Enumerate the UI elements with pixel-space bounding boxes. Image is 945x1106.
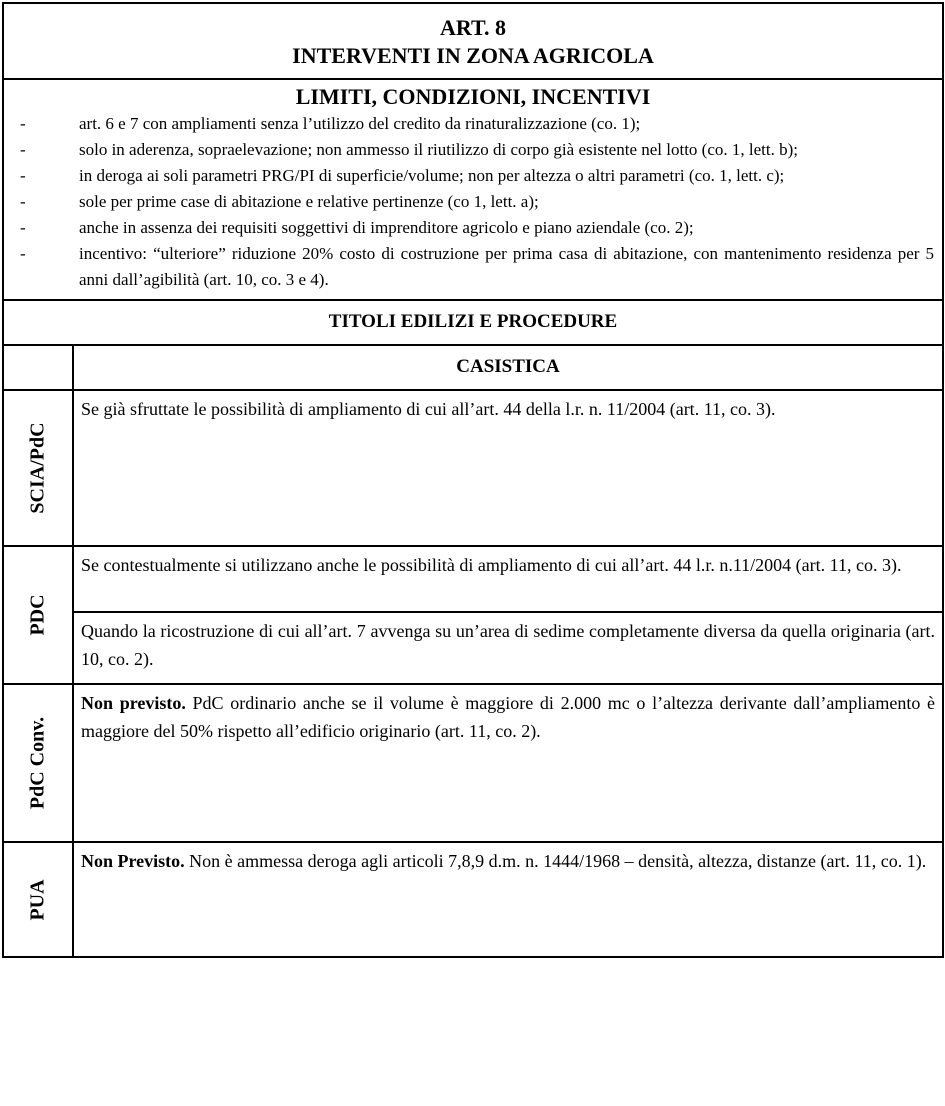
procedure-label: PdC Conv. <box>26 716 49 810</box>
limits-row <box>3 79 943 300</box>
limits-title: LIMITI, CONDIZIONI, INCENTIVI <box>295 84 651 109</box>
list-item <box>12 163 934 189</box>
case-cell <box>73 684 943 842</box>
case-bold-lead: Non Previsto. <box>81 851 185 871</box>
titoli-header-row <box>3 300 943 345</box>
procedure-label-cell <box>3 684 73 842</box>
case-text: Non è ammessa deroga agli articoli 7,8,9 d.m. n. 1444/1968 – densità, altezza, distanze (art. 11, co. 1). <box>184 851 927 871</box>
case-cell <box>73 612 943 684</box>
procedure-label: PDC <box>26 594 49 636</box>
article-title: INTERVENTI IN ZONA AGRICOLA <box>292 43 654 68</box>
article-number: ART. 8 <box>439 15 507 40</box>
table-row <box>3 842 943 957</box>
case-text: PdC ordinario anche se il volume è maggiore di 2.000 mc o l’altezza derivante dall’ampliamento è maggiore del 50% rispetto all’edificio originario (art. 11, co. 2). <box>81 693 936 741</box>
bullet-dash: - <box>20 140 26 159</box>
bullet-dash: - <box>20 218 26 237</box>
bullet-dash: - <box>20 114 26 133</box>
casistica-header: CASISTICA <box>73 345 943 390</box>
case-text: Se contestualmente si utilizzano anche le possibilità di ampliamento di cui all’art. 44 l.r. n.11/2004 (art. 11, co. 3). <box>81 555 902 575</box>
case-bold-lead: Non previsto. <box>81 693 186 713</box>
procedure-label: PUA <box>26 878 49 921</box>
case-cell <box>73 842 943 957</box>
case-text: Se già sfruttate le possibilità di ampliamento di cui all’art. 44 della l.r. n. 11/2004 (art. 11, co. 3). <box>81 399 776 419</box>
casistica-header-row <box>3 345 943 390</box>
case-cell <box>73 546 943 612</box>
list-item <box>12 189 934 215</box>
case-cell <box>73 390 943 546</box>
case-text: Quando la ricostruzione di cui all’art. 7 avvenga su un’area di sedime completamente diversa da quella originaria (art. 10, co. 2). <box>81 621 936 669</box>
procedure-label-cell <box>3 390 73 546</box>
list-item <box>12 137 934 163</box>
list-item-text: art. 6 e 7 con ampliamenti senza l’utilizzo del credito da rinaturalizzazione (co. 1); <box>79 114 641 133</box>
list-item-text: incentivo: “ulteriore” riduzione 20% costo di costruzione per prima casa di abitazione, con mantenimento residenza per 5 anni dall’agibilità (art. 10, co. 3 e 4). <box>79 244 935 289</box>
bullet-dash: - <box>20 192 26 211</box>
list-item <box>12 215 934 241</box>
list-item-text: in deroga ai soli parametri PRG/PI di superficie/volume; non per altezza o altri parametri (co. 1, lett. c); <box>79 166 785 185</box>
list-item-text: sole per prime case di abitazione e relative pertinenze (co 1, lett. a); <box>79 192 539 211</box>
list-item-text: anche in assenza dei requisiti soggettivi di imprenditore agricolo e piano aziendale (co. 2); <box>79 218 694 237</box>
list-item-text: solo in aderenza, sopraelevazione; non ammesso il riutilizzo di corpo già esistente nel lotto (co. 1, lett. b); <box>79 140 798 159</box>
table-row <box>3 612 943 684</box>
header-row <box>3 3 943 79</box>
table-row <box>3 684 943 842</box>
list-item <box>12 241 934 293</box>
list-item <box>12 111 934 137</box>
table-row <box>3 546 943 612</box>
limits-list <box>12 111 934 293</box>
procedure-label-cell <box>3 842 73 957</box>
table-row <box>3 390 943 546</box>
empty-corner-cell <box>3 345 73 390</box>
article-table <box>2 2 944 958</box>
procedure-label: SCIA/PdC <box>26 422 49 514</box>
bullet-dash: - <box>20 244 26 263</box>
limits-section <box>3 79 943 300</box>
titoli-title: TITOLI EDILIZI E PROCEDURE <box>3 300 943 345</box>
bullet-dash: - <box>20 166 26 185</box>
article-header <box>3 3 943 79</box>
procedure-label-cell <box>3 546 73 684</box>
